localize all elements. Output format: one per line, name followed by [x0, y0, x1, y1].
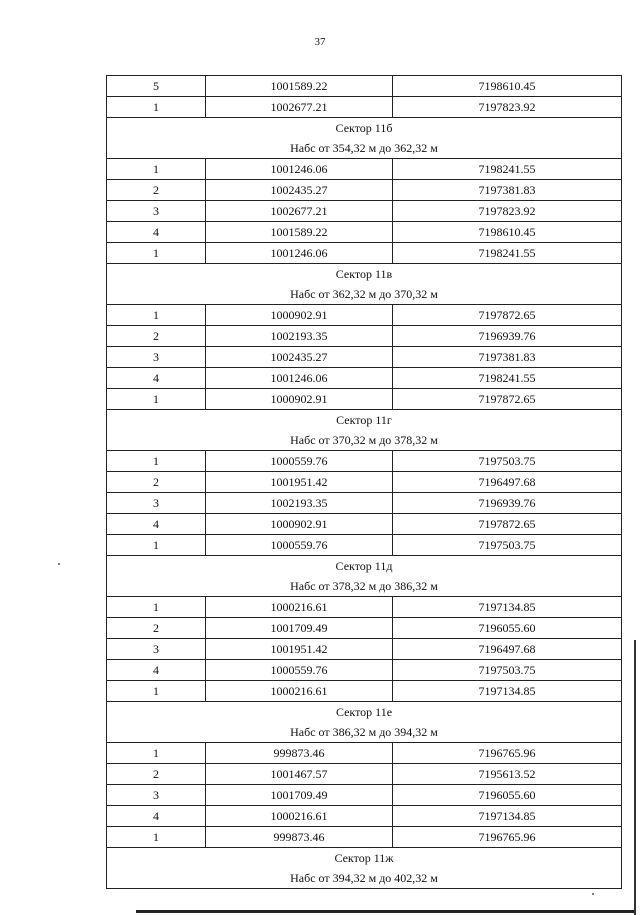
- y-coordinate-cell: 7196765.96: [393, 827, 622, 848]
- y-coordinate-cell: 7196497.68: [393, 639, 622, 660]
- y-coordinate-cell: 7197503.75: [393, 451, 622, 472]
- sector-header-row: [107, 118, 622, 159]
- point-number-cell: 3: [107, 493, 206, 514]
- y-coordinate-cell: 7198241.55: [393, 368, 622, 389]
- y-coordinate-cell: 7196055.60: [393, 785, 622, 806]
- point-number-cell: 1: [107, 743, 206, 764]
- y-coordinate-cell: 7197134.85: [393, 597, 622, 618]
- x-coordinate-cell: 999873.46: [206, 827, 393, 848]
- point-number-cell: 1: [107, 827, 206, 848]
- x-coordinate-cell: 1000902.91: [206, 305, 393, 326]
- y-coordinate-cell: 7196939.76: [393, 493, 622, 514]
- sector-header-row: [107, 264, 622, 305]
- table-row: [107, 201, 622, 222]
- x-coordinate-cell: 1002435.27: [206, 347, 393, 368]
- table-row: [107, 764, 622, 785]
- point-number-cell: 1: [107, 389, 206, 410]
- point-number-cell: 1: [107, 597, 206, 618]
- sector-height-range: Набс от 362,32 м до 370,32 м: [290, 287, 438, 301]
- y-coordinate-cell: 7198610.45: [393, 76, 622, 97]
- y-coordinate-cell: 7197503.75: [393, 660, 622, 681]
- sector-height-range: Набс от 354,32 м до 362,32 м: [290, 141, 438, 155]
- point-number-cell: 3: [107, 347, 206, 368]
- point-number-cell: 1: [107, 305, 206, 326]
- sector-title: Сектор 11е: [335, 705, 393, 719]
- point-number-cell: 2: [107, 764, 206, 785]
- point-number-cell: 1: [107, 535, 206, 556]
- sector-height-range: Набс от 370,32 м до 378,32 м: [290, 433, 438, 447]
- sector-header: [107, 556, 622, 597]
- x-coordinate-cell: 1002677.21: [206, 97, 393, 118]
- y-coordinate-cell: 7198610.45: [393, 222, 622, 243]
- table-row: [107, 743, 622, 764]
- y-coordinate-cell: 7197381.83: [393, 347, 622, 368]
- x-coordinate-cell: 1001246.06: [206, 368, 393, 389]
- point-number-cell: 1: [107, 97, 206, 118]
- point-number-cell: 2: [107, 618, 206, 639]
- table-row: [107, 806, 622, 827]
- x-coordinate-cell: 999873.46: [206, 743, 393, 764]
- point-number-cell: 4: [107, 806, 206, 827]
- sector-title: Сектор 11г: [336, 413, 392, 427]
- sector-title: Сектор 11ж: [334, 851, 394, 865]
- sector-header: [107, 264, 622, 305]
- sector-title: Сектор 11д: [335, 559, 393, 573]
- sector-header: [107, 702, 622, 743]
- y-coordinate-cell: 7197823.92: [393, 97, 622, 118]
- x-coordinate-cell: 1001246.06: [206, 243, 393, 264]
- scan-edge-right: [634, 640, 636, 915]
- sector-height-range: Набс от 378,32 м до 386,32 м: [290, 579, 438, 593]
- point-number-cell: 1: [107, 451, 206, 472]
- x-coordinate-cell: 1001589.22: [206, 222, 393, 243]
- table-row: [107, 618, 622, 639]
- table-row: [107, 347, 622, 368]
- sector-header: [107, 848, 622, 889]
- x-coordinate-cell: 1000216.61: [206, 681, 393, 702]
- table-row: [107, 326, 622, 347]
- table-row: [107, 180, 622, 201]
- table-row: [107, 222, 622, 243]
- sector-header-row: [107, 848, 622, 889]
- y-coordinate-cell: 7198241.55: [393, 243, 622, 264]
- y-coordinate-cell: 7197134.85: [393, 806, 622, 827]
- y-coordinate-cell: 7197823.92: [393, 201, 622, 222]
- x-coordinate-cell: 1001246.06: [206, 159, 393, 180]
- table-row: [107, 514, 622, 535]
- point-number-cell: 2: [107, 180, 206, 201]
- y-coordinate-cell: 7196765.96: [393, 743, 622, 764]
- y-coordinate-cell: 7198241.55: [393, 159, 622, 180]
- y-coordinate-cell: 7195613.52: [393, 764, 622, 785]
- y-coordinate-cell: 7197872.65: [393, 514, 622, 535]
- table-row: [107, 660, 622, 681]
- point-number-cell: 4: [107, 660, 206, 681]
- x-coordinate-cell: 1000216.61: [206, 806, 393, 827]
- point-number-cell: 3: [107, 639, 206, 660]
- point-number-cell: 1: [107, 159, 206, 180]
- point-number-cell: 2: [107, 326, 206, 347]
- sector-header: [107, 118, 622, 159]
- table-row: [107, 243, 622, 264]
- y-coordinate-cell: 7197503.75: [393, 535, 622, 556]
- x-coordinate-cell: 1000902.91: [206, 514, 393, 535]
- x-coordinate-cell: 1002435.27: [206, 180, 393, 201]
- x-coordinate-cell: 1000559.76: [206, 535, 393, 556]
- x-coordinate-cell: 1002193.35: [206, 326, 393, 347]
- x-coordinate-cell: 1001709.49: [206, 785, 393, 806]
- table-row: [107, 472, 622, 493]
- sector-header-row: [107, 702, 622, 743]
- point-number-cell: 3: [107, 785, 206, 806]
- scan-speck: [58, 563, 60, 565]
- x-coordinate-cell: 1000902.91: [206, 389, 393, 410]
- table-row: [107, 493, 622, 514]
- sector-header-row: [107, 410, 622, 451]
- scan-edge-bottom: [136, 910, 636, 913]
- x-coordinate-cell: 1002677.21: [206, 201, 393, 222]
- y-coordinate-cell: 7197134.85: [393, 681, 622, 702]
- y-coordinate-cell: 7197872.65: [393, 305, 622, 326]
- table-row: [107, 76, 622, 97]
- x-coordinate-cell: 1001709.49: [206, 618, 393, 639]
- x-coordinate-cell: 1001951.42: [206, 472, 393, 493]
- table-row: [107, 535, 622, 556]
- x-coordinate-cell: 1001951.42: [206, 639, 393, 660]
- x-coordinate-cell: 1002193.35: [206, 493, 393, 514]
- sector-header-row: [107, 556, 622, 597]
- point-number-cell: 3: [107, 201, 206, 222]
- table-row: [107, 159, 622, 180]
- point-number-cell: 4: [107, 514, 206, 535]
- table-row: [107, 597, 622, 618]
- point-number-cell: 2: [107, 472, 206, 493]
- table-row: [107, 97, 622, 118]
- scan-speck: [592, 893, 594, 895]
- y-coordinate-cell: 7197381.83: [393, 180, 622, 201]
- point-number-cell: 4: [107, 368, 206, 389]
- y-coordinate-cell: 7197872.65: [393, 389, 622, 410]
- table-row: [107, 451, 622, 472]
- x-coordinate-cell: 1000559.76: [206, 660, 393, 681]
- coordinates-table: [106, 75, 622, 889]
- y-coordinate-cell: 7196497.68: [393, 472, 622, 493]
- table-row: [107, 785, 622, 806]
- x-coordinate-cell: 1000216.61: [206, 597, 393, 618]
- coordinates-table-body: [107, 76, 622, 889]
- y-coordinate-cell: 7196939.76: [393, 326, 622, 347]
- sector-height-range: Набс от 386,32 м до 394,32 м: [290, 725, 438, 739]
- table-row: [107, 389, 622, 410]
- point-number-cell: 5: [107, 76, 206, 97]
- sector-height-range: Набс от 394,32 м до 402,32 м: [290, 871, 438, 885]
- point-number-cell: 1: [107, 243, 206, 264]
- table-row: [107, 639, 622, 660]
- sector-title: Сектор 11в: [335, 267, 393, 281]
- point-number-cell: 4: [107, 222, 206, 243]
- x-coordinate-cell: 1001467.57: [206, 764, 393, 785]
- sector-title: Сектор 11б: [335, 121, 393, 135]
- sector-header: [107, 410, 622, 451]
- point-number-cell: 1: [107, 681, 206, 702]
- x-coordinate-cell: 1000559.76: [206, 451, 393, 472]
- table-row: [107, 368, 622, 389]
- table-row: [107, 827, 622, 848]
- table-row: [107, 305, 622, 326]
- y-coordinate-cell: 7196055.60: [393, 618, 622, 639]
- table-row: [107, 681, 622, 702]
- page-number: 37: [314, 36, 326, 48]
- x-coordinate-cell: 1001589.22: [206, 76, 393, 97]
